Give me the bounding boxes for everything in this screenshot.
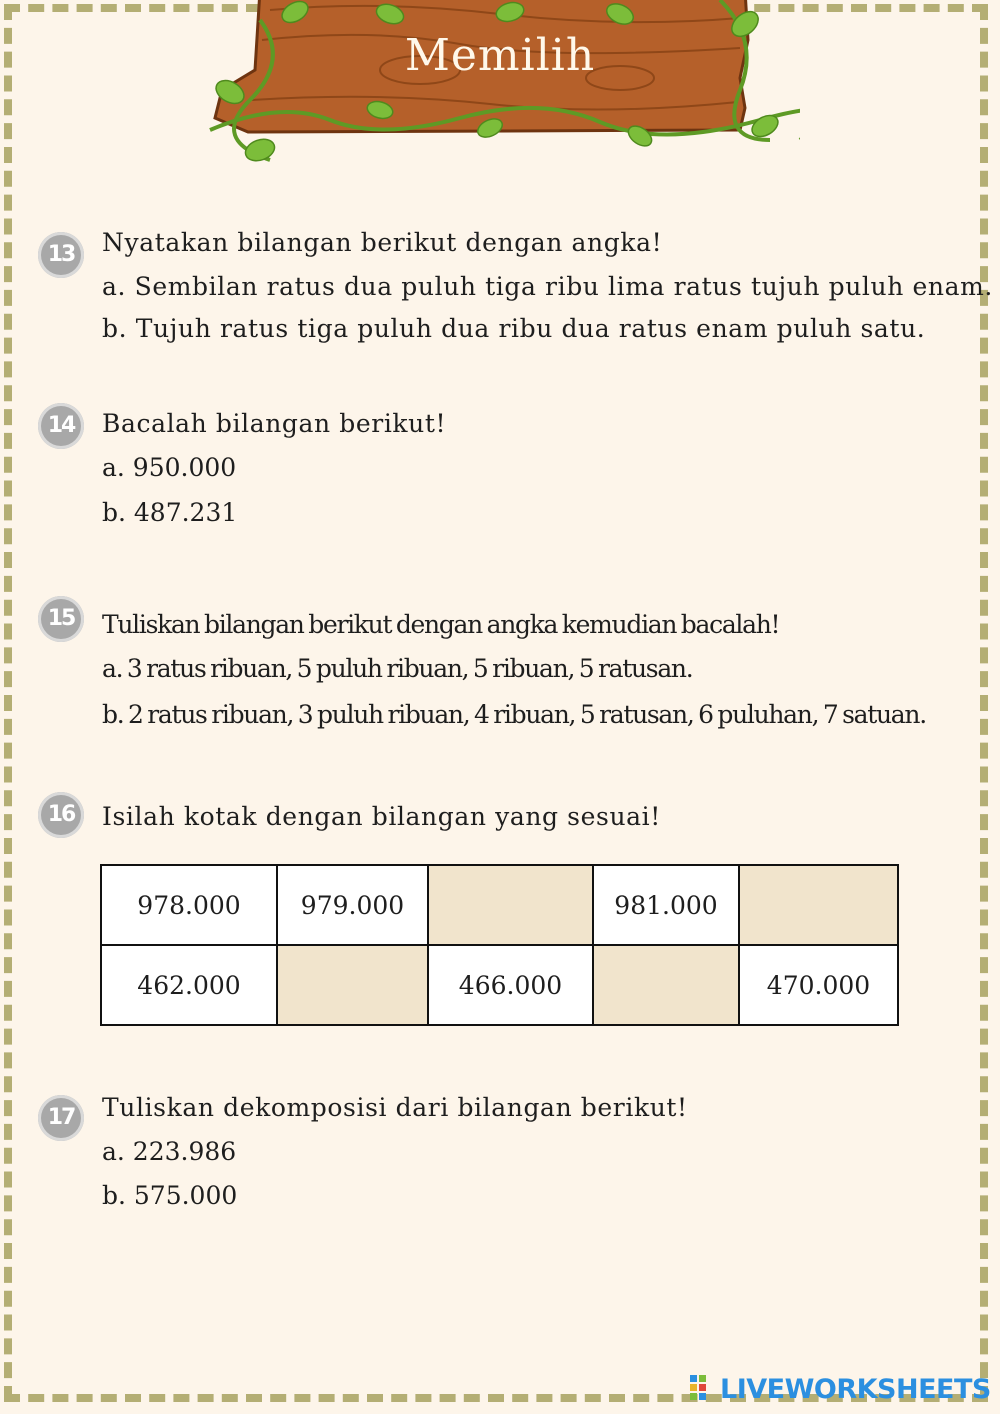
question-item-a: a. 3 ratus ribuan, 5 puluh ribuan, 5 ribuan, 5 ratusan. xyxy=(102,654,693,683)
answer-box[interactable] xyxy=(428,865,593,945)
table-cell: 978.000 xyxy=(101,865,277,945)
question-item-b: b. 487.231 xyxy=(102,498,238,527)
wooden-sign-icon xyxy=(200,0,800,180)
question-number-badge: 17 xyxy=(38,1095,84,1141)
question-prompt: Nyatakan bilangan berikut dengan angka! xyxy=(102,228,663,257)
table-row xyxy=(101,945,898,1025)
question-number-badge: 16 xyxy=(38,792,84,838)
question-prompt: Tuliskan bilangan berikut dengan angka kemudian bacalah! xyxy=(102,610,780,639)
question-item-a: a. 223.986 xyxy=(102,1137,237,1166)
question-prompt: Bacalah bilangan berikut! xyxy=(102,409,447,438)
live-blocks-icon xyxy=(690,1375,716,1405)
question-item-b: b. 575.000 xyxy=(102,1181,238,1210)
table-row xyxy=(101,865,898,945)
table-cell: 981.000 xyxy=(593,865,739,945)
question-item-a: a. 950.000 xyxy=(102,453,237,482)
page-title: Memilih xyxy=(404,30,596,81)
question-number-badge: 15 xyxy=(38,596,84,642)
question-number-badge: 13 xyxy=(38,232,84,278)
table-cell: 470.000 xyxy=(739,945,898,1025)
table-cell: 979.000 xyxy=(277,865,428,945)
question-item-a: a. Sembilan ratus dua puluh tiga ribu lima ratus tujuh puluh enam. xyxy=(102,272,993,301)
question-item-b: b. Tujuh ratus tiga puluh dua ribu dua ratus enam puluh satu. xyxy=(102,314,926,343)
answer-box[interactable] xyxy=(593,945,739,1025)
question-prompt: Isilah kotak dengan bilangan yang sesuai! xyxy=(102,802,661,831)
question-item-b: b. 2 ratus ribuan, 3 puluh ribuan, 4 ribuan, 5 ratusan, 6 puluhan, 7 satuan. xyxy=(102,700,926,729)
answer-box[interactable] xyxy=(739,865,898,945)
answer-box[interactable] xyxy=(277,945,428,1025)
question-number-badge: 14 xyxy=(38,403,84,449)
logo-text: LIVEWORKSHEETS xyxy=(720,1374,991,1405)
table-cell: 466.000 xyxy=(428,945,593,1025)
number-sequence-table xyxy=(100,864,899,1026)
question-prompt: Tuliskan dekomposisi dari bilangan berikut! xyxy=(102,1093,688,1122)
table-cell: 462.000 xyxy=(101,945,277,1025)
